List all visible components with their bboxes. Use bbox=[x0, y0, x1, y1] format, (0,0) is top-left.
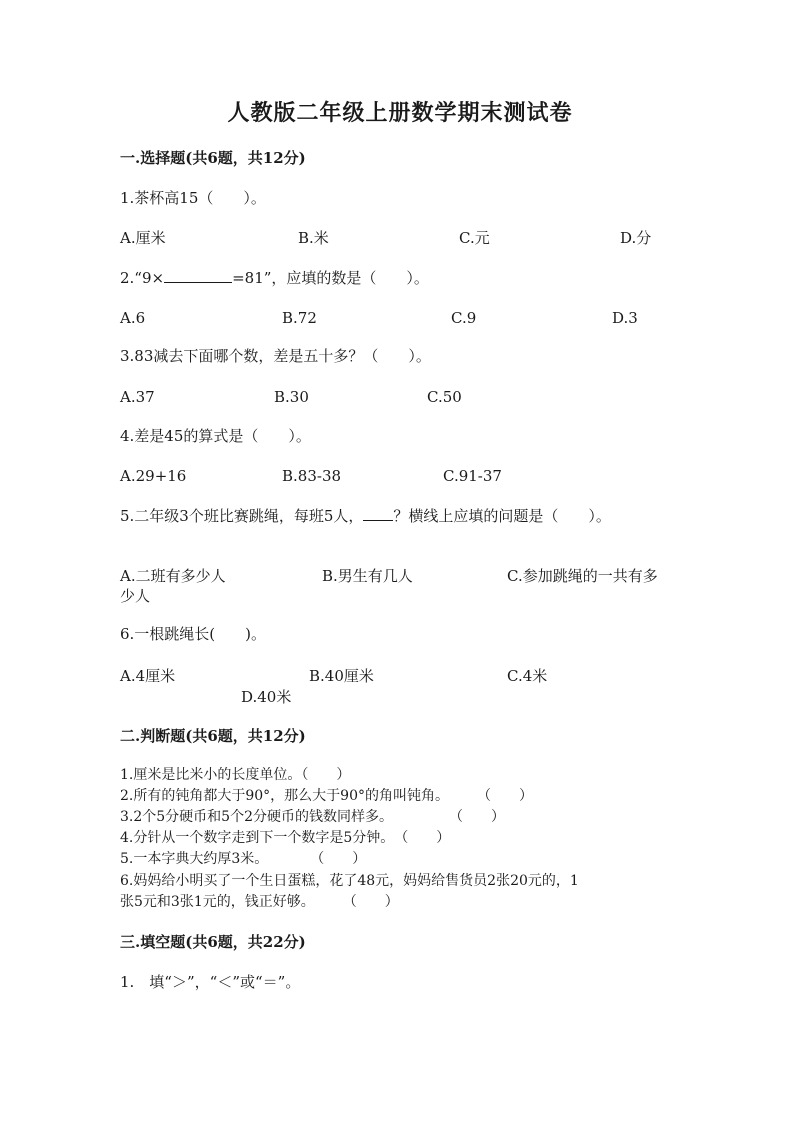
q4-option-c: C.91-37 bbox=[443, 467, 502, 485]
q4-option-b: B.83-38 bbox=[282, 467, 342, 485]
q3-option-c: C.50 bbox=[427, 388, 462, 406]
q6-option-d: D.40米 bbox=[241, 688, 292, 706]
q2-stem-post: =81”，应填的数是（ ）。 bbox=[232, 269, 429, 287]
q2-stem-pre: 2.“9× bbox=[120, 269, 165, 287]
fill-blank bbox=[164, 268, 232, 283]
q5-option-b: B.男生有几人 bbox=[322, 567, 413, 585]
judgement-item: 4.分针从一个数字走到下一个数字是5分钟。 （ ） bbox=[120, 830, 451, 846]
q6-option-a: A.4厘米 bbox=[120, 667, 176, 685]
page-title: 人教版二年级上册数学期末测试卷 bbox=[227, 100, 573, 126]
fill-question-1-stem: 1. 填“＞”，“＜”或“＝”。 bbox=[120, 973, 301, 991]
question-1-stem: 1.茶杯高15（ ）。 bbox=[120, 189, 266, 207]
q5-stem-pre: 5.二年级3个班比赛跳绳，每班5人， bbox=[120, 507, 364, 525]
q5-option-c: C.参加跳绳的一共有多 bbox=[507, 567, 658, 585]
judgement-item: 6.妈妈给小明买了一个生日蛋糕，花了48元，妈妈给售货员2张20元的，1 bbox=[120, 873, 579, 889]
judgement-item: 3.2个5分硬币和5个2分硬币的钱数同样多。 （ ） bbox=[120, 809, 505, 825]
fill-blank bbox=[363, 506, 393, 521]
q3-option-a: A.37 bbox=[120, 388, 155, 406]
q1-option-b: B.米 bbox=[298, 229, 329, 247]
q2-option-b: B.72 bbox=[282, 309, 317, 327]
question-3-stem: 3.83减去下面哪个数，差是五十多？（ ）。 bbox=[120, 347, 431, 365]
judgement-item: 1.厘米是比米小的长度单位。（ ） bbox=[120, 767, 351, 783]
judgement-item: 5.一本字典大约厚3米。 （ ） bbox=[120, 851, 367, 867]
question-5-stem bbox=[120, 506, 611, 526]
q5-stem-post: ？横线上应填的问题是（ ）。 bbox=[393, 507, 611, 525]
q3-option-b: B.30 bbox=[274, 388, 309, 406]
q1-option-a: A.厘米 bbox=[120, 229, 166, 247]
q1-option-d: D.分 bbox=[620, 229, 652, 247]
section-heading-choice: 一.选择题(共6题，共12分) bbox=[120, 149, 306, 167]
q5-option-c-continued: 少人 bbox=[120, 587, 151, 605]
section-heading-judgement: 二.判断题(共6题，共12分) bbox=[120, 727, 306, 745]
q2-option-a: A.6 bbox=[120, 309, 146, 327]
q1-option-c: C.元 bbox=[459, 229, 490, 247]
question-4-stem: 4.差是45的算式是（ ）。 bbox=[120, 427, 311, 445]
q2-option-d: D.3 bbox=[612, 309, 638, 327]
q6-option-b: B.40厘米 bbox=[309, 667, 374, 685]
section-heading-fill-in: 三.填空题(共6题，共22分) bbox=[120, 933, 306, 951]
q4-option-a: A.29+16 bbox=[120, 467, 187, 485]
judgement-item: 2.所有的钝角都大于90°，那么大于90°的角叫钝角。 （ ） bbox=[120, 788, 533, 804]
question-6-stem: 6.一根跳绳长( )。 bbox=[120, 625, 267, 643]
q6-option-c: C.4米 bbox=[507, 667, 548, 685]
q2-option-c: C.9 bbox=[451, 309, 477, 327]
q5-option-a: A.二班有多少人 bbox=[120, 567, 226, 585]
judgement-item-continued: 张5元和3张1元的，钱正好够。 （ ） bbox=[120, 894, 399, 910]
question-2-stem bbox=[120, 268, 429, 288]
